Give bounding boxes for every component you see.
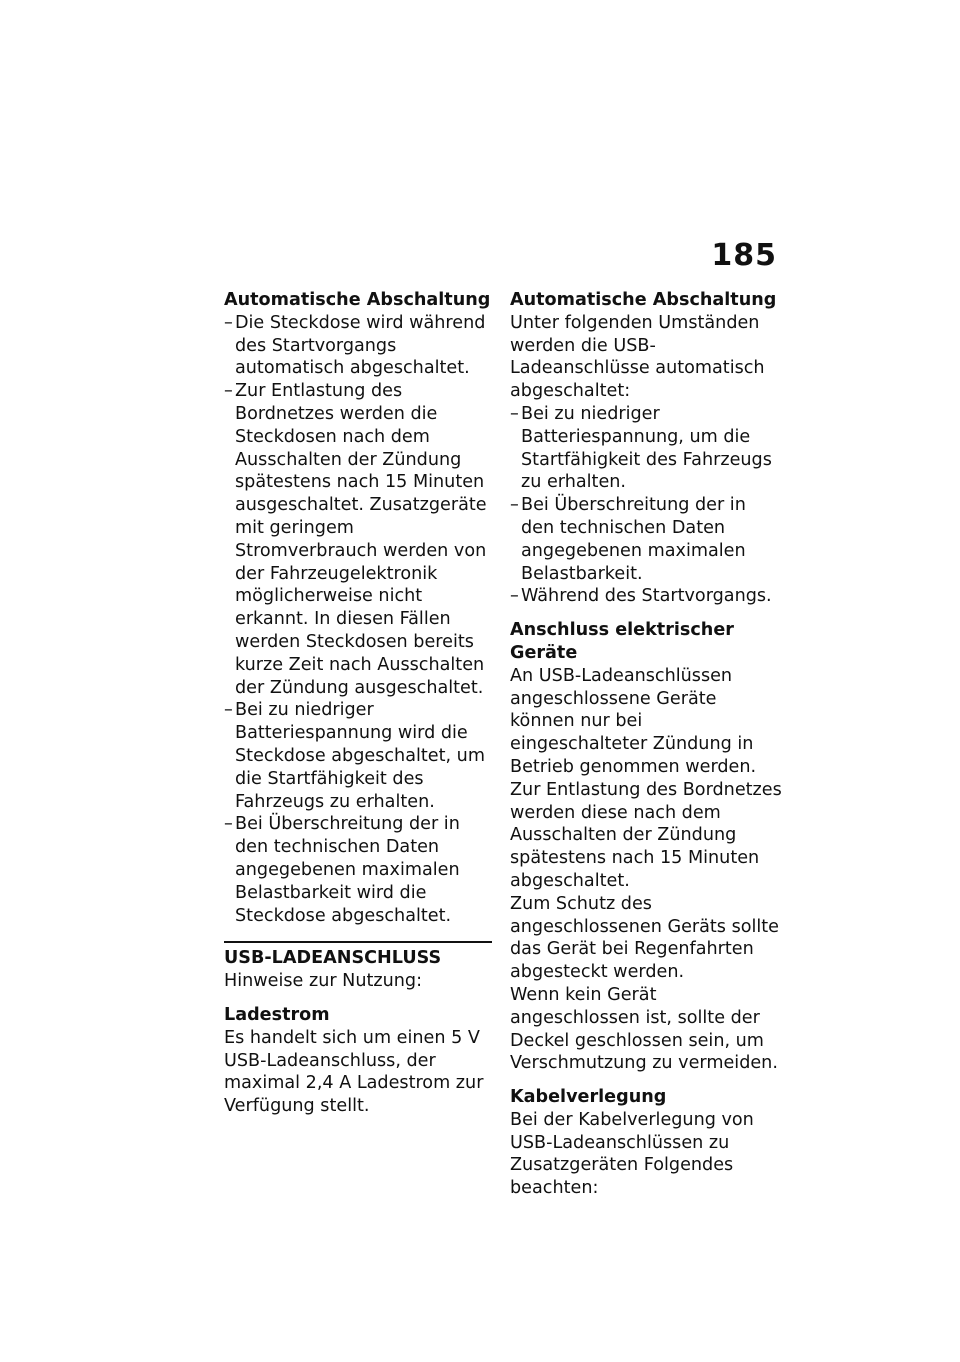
list-item: – Bei zu niedriger Batteriespannung, um die Startfähigkeit des Fahrzeugs zu erhalten. [510, 403, 782, 494]
usb-auto-off-intro: Unter folgenden Umständen werden die USB-Ladeanschlüsse automatisch abgeschaltet: [510, 312, 765, 402]
list-item: – Die Steckdose wird während des Startvorgangs automatisch abgeschaltet. [224, 312, 492, 380]
auto-off-section-right [510, 289, 782, 608]
list-item: – Während des Startvorgangs. [510, 585, 782, 608]
connect-heading: Anschluss elektrischer Geräte [510, 620, 734, 663]
connect-paragraph: Wenn kein Gerät angeschlossen ist, sollte der Deckel geschlossen sein, um Verschmutzung zu vermeiden. [510, 984, 778, 1074]
charge-current-section [224, 1004, 492, 1118]
connect-paragraph: Zum Schutz des angeschlossenen Geräts sollte das Gerät bei Regenfahrten abgesteckt werden. [510, 893, 780, 983]
list-item: – Bei zu niedriger Batteriespannung wird die Steckdose abgeschaltet, um die Startfähigkeit des Fahrzeugs zu erhalten. [224, 699, 492, 813]
page-number: 185 [711, 238, 777, 273]
connect-section [510, 619, 782, 1075]
auto-off-list [224, 312, 492, 928]
cable-heading: Kabelverlegung [510, 1087, 667, 1108]
left-column [224, 289, 492, 1118]
charge-current-heading: Ladestrom [224, 1004, 330, 1025]
usb-auto-off-list [510, 403, 782, 608]
connect-paragraph: Zur Entlastung des Bordnetzes werden diese nach dem Ausschalten der Zündung spätestens nach 15 Minuten abgeschaltet. [510, 779, 782, 891]
usb-auto-off-heading: Automatische Abschaltung [510, 290, 777, 310]
auto-off-heading: Automatische Abschaltung [224, 290, 491, 310]
usb-section-title: USB-LADEANSCHLUSS [224, 941, 492, 970]
right-column [510, 289, 782, 1200]
auto-off-section-left [224, 289, 492, 927]
usb-intro: Hinweise zur Nutzung: [224, 971, 423, 992]
cable-section [510, 1086, 782, 1200]
list-item: – Bei Überschreitung der in den technischen Daten angegebenen maximalen Belastbarkeit wird die Steckdose abgeschaltet. [224, 813, 492, 927]
list-item: – Bei Überschreitung der in den technischen Daten angegebenen maximalen Belastbarkeit. [510, 494, 782, 585]
charge-current-text: Es handelt sich um einen 5 V USB-Ladeanschluss, der maximal 2,4 A Ladestrom zur Verfügung stellt. [224, 1027, 484, 1117]
list-item: – Zur Entlastung des Bordnetzes werden die Steckdosen nach dem Ausschalten der Zündung spätestens nach 15 Minuten ausgeschaltet. Zusatzgeräte mit geringem Stromverbrauch werden von der Fahrzeugelektronik möglicherweise nicht erkannt. In diesen Fällen werden Steckdosen bereits kurze Zeit nach Ausschalten der Zündung ausgeschaltet. [224, 380, 492, 699]
cable-text: Bei der Kabelverlegung von USB-Ladeanschlüssen zu Zusatzgeräten Folgendes beachten: [510, 1109, 754, 1199]
connect-paragraph: An USB-Ladeanschlüssen angeschlossene Geräte können nur bei eingeschalteter Zündung in Betrieb genommen werden. [510, 665, 757, 777]
